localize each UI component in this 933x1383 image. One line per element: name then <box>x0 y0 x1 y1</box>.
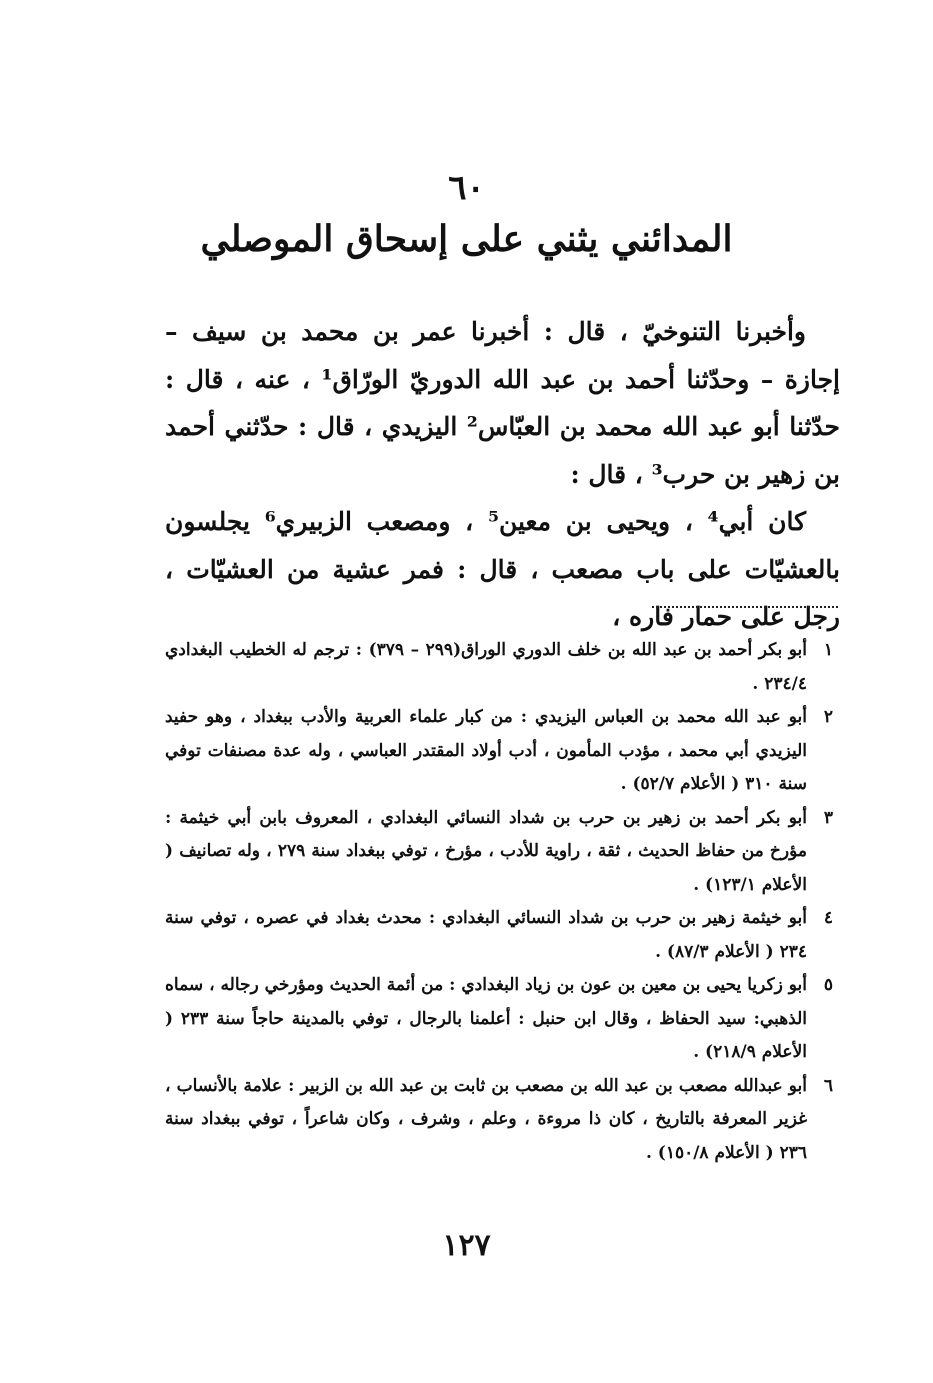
footnote <box>165 1070 833 1171</box>
footnote-number: ٢ <box>823 707 833 727</box>
main-text <box>165 308 840 641</box>
page-number: ١٢٧ <box>442 1228 491 1263</box>
footnote-number: ٤ <box>823 908 833 928</box>
footnote-text: أبو عبد الله محمد بن العباس اليزيدي : من كبار علماء العربية والأدب ببغداد ، وهو حفيد اليزيدي أبي محمد ، مؤدب المأمون ، أدب أولاد المقتدر العباسي ، وله عدة مصنفات توفي سنة ٣١٠ ( الأعلام ٥٢/٧) . <box>165 707 807 794</box>
footnote <box>165 634 833 701</box>
footnote-number: ٣ <box>823 807 833 828</box>
footnote-text: أبو عبدالله مصعب بن عبد الله بن مصعب بن ثابت بن عبد الله بن الزبير : علامة بالأنساب ، غزير المعرفة بالتاريخ ، كان ذا مروءة ، وعلم ، وشرف ، وكان شاعراً ، توفي ببغداد سنة ٢٣٦ ( الأعلام ١٥٠/٨) . <box>165 1075 807 1163</box>
footnote-text: أبو بكر أحمد بن زهير بن حرب بن شداد النسائي البغدادي ، المعروف بابن أبي خيثمة : مؤرخ من حفاظ الحديث ، ثقة ، راوية للأدب ، مؤرخ ، توفي ببغداد سنة ٢٧٩ ، وله تصانيف ( الأعلام ١٢٣/١) . <box>165 807 807 895</box>
footnote-number: ٥ <box>823 975 833 995</box>
footnote-number: ١ <box>823 640 833 660</box>
chapter-title: المدائني يثني على إسحاق الموصلي <box>200 218 733 260</box>
footnote <box>165 802 833 903</box>
footnote-separator <box>652 606 838 608</box>
chapter-number: ٦٠ <box>448 168 485 208</box>
footnote-text: أبو زكريا يحيى بن معين بن عون بن زياد البغدادي : من أئمة الحديث ومؤرخي رجاله ، سماه الذهبي: سيد الحفاظ ، وقال ابن حنبل : أعلمنا بالرجال ، توفي بالمدينة حاجاً سنة ٢٣٣ ( الأعلام ٢١٨/٩) . <box>165 975 807 1062</box>
paragraph-1: وأخبرنا التنوخيّ ، قال : أخبرنا عمر بن محمد بن سيف – إجازة – وحدّثنا أحمد بن عبد الله الدوريّ الورّاق¹ ، عنه ، قال : حدّثنا أبو عبد الله محمد بن العبّاس² اليزيدي ، قال : حدّثني أحمد بن زهير بن حرب³ ، قال : <box>165 317 841 489</box>
footnote <box>165 902 833 969</box>
paragraph-2: كان أبي⁴ ، ويحيى بن معين⁵ ، ومصعب الزبيري⁶ يجلسون بالعشيّات على باب مصعب ، قال : فمر عشية من العشيّات ، رجل على حمار فاره ، <box>165 507 840 631</box>
footnote-text: أبو خيثمة زهير بن حرب بن شداد النسائي البغدادي : محدث بغداد في عصره ، توفي سنة ٢٣٤ ( الأعلام ٨٧/٣) . <box>165 908 807 962</box>
footnote-text: أبو بكر أحمد بن عبد الله بن خلف الدوري الوراق(٢٩٩ – ٣٧٩) : ترجم له الخطيب البغدادي ٢٣٤/٤ . <box>165 640 808 694</box>
footnote-number: ٦ <box>823 1075 833 1096</box>
footnotes <box>165 634 833 1170</box>
footnote <box>165 701 833 802</box>
footnote <box>165 969 833 1070</box>
